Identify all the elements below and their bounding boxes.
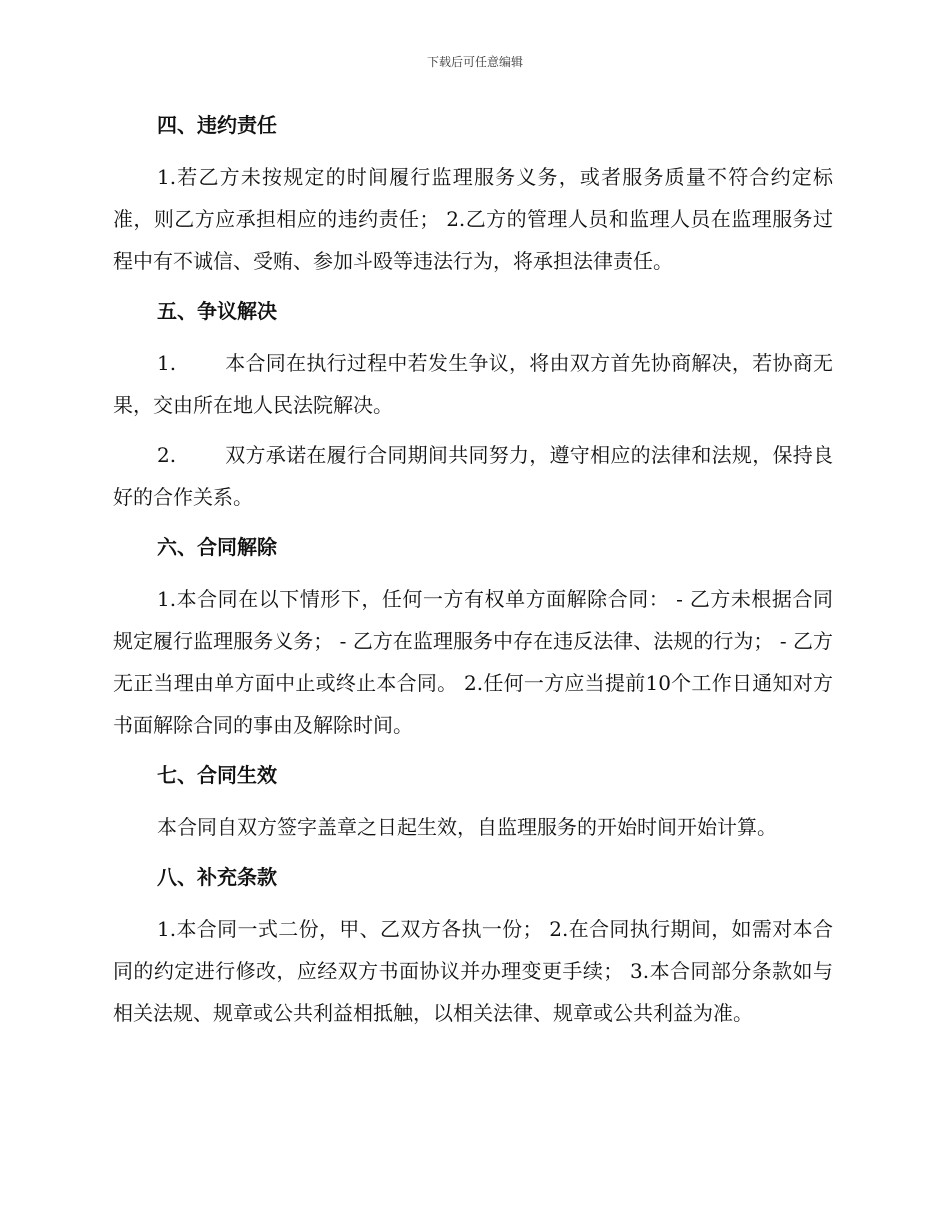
paragraph-supplementary-1: 1.本合同一式二份，甲、乙双方各执一份； 2.在合同执行期间，如需对本合同的约定进行修改，应经双方书面协议并办理变更手续； 3.本合同部分条款如与相关法规、规章或公共利益相抵触，以相关法律、规章或公共利益为准。 — [113, 917, 833, 1025]
page-header-note: 下载后可任意编辑 — [426, 55, 523, 69]
paragraph-effect-1: 本合同自双方签字盖章之日起生效，自监理服务的开始时间开始计算。 — [157, 815, 777, 839]
paragraph-text: 本合同在执行过程中若发生争议，将由双方首先协商解决，若协商无果，交由所在地人民法院解决。 — [113, 351, 833, 417]
list-number: 1. — [157, 351, 177, 375]
paragraph-dispute-1 — [113, 342, 833, 426]
section-heading-dispute: 五、争议解决 — [157, 299, 277, 323]
section-heading-effect: 七、合同生效 — [157, 763, 277, 787]
paragraph-termination-1: 1.本合同在以下情形下，任何一方有权单方面解除合同： - 乙方未根据合同规定履行监理服务义务； - 乙方在监理服务中存在违反法律、法规的行为； - 乙方无正当理由单方面中止或终止本合同。 2.任何一方应当提前10个工作日通知对方书面解除合同的事由及解除时间。 — [113, 587, 833, 737]
paragraph-dispute-2 — [113, 434, 833, 518]
list-number: 2. — [157, 443, 177, 467]
section-heading-supplementary: 八、补充条款 — [157, 865, 277, 889]
document-body — [113, 108, 833, 1042]
paragraph-breach-1: 1.若乙方未按规定的时间履行监理服务义务，或者服务质量不符合约定标准，则乙方应承担相应的违约责任； 2.乙方的管理人员和监理人员在监理服务过程中有不诚信、受贿、参加斗殴等违法行为，将承担法律责任。 — [113, 165, 833, 273]
section-heading-breach: 四、违约责任 — [157, 113, 277, 137]
paragraph-text: 双方承诺在履行合同期间共同努力，遵守相应的法律和法规，保持良好的合作关系。 — [113, 443, 833, 509]
section-heading-termination: 六、合同解除 — [157, 535, 277, 559]
